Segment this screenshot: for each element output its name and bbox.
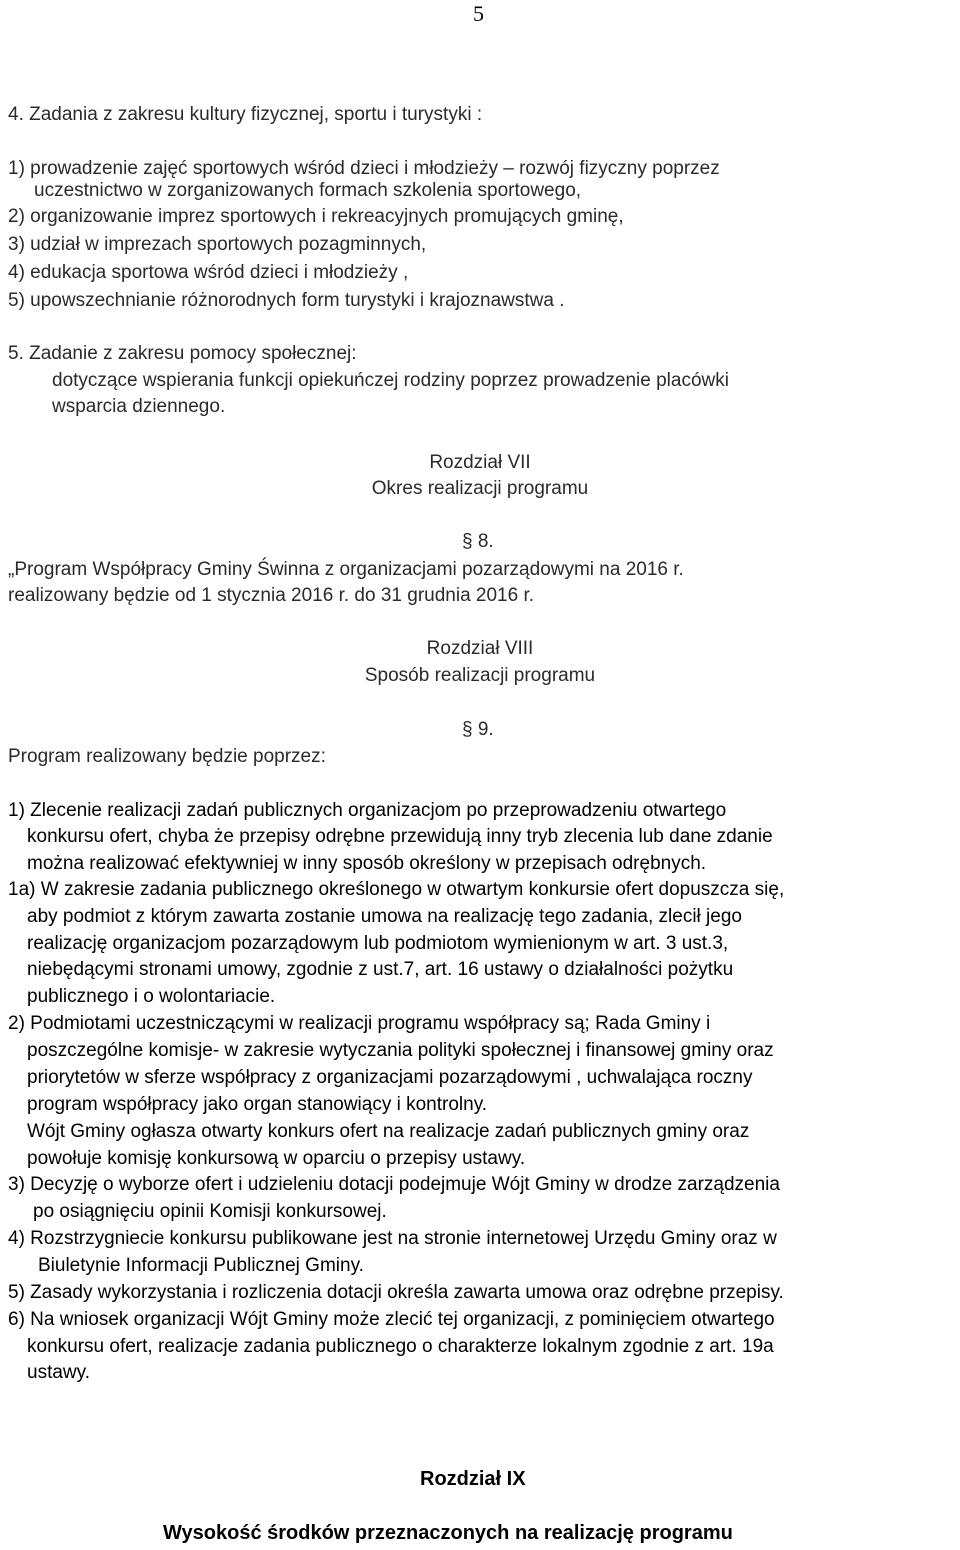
chapter-8-line: priorytetów w sferze współpracy z organizacjami pozarządowymi , uchwalająca roczny xyxy=(27,1067,753,1088)
section-4-item: 4) edukacja sportowa wśród dzieci i młodzieży , xyxy=(8,262,409,283)
chapter-8-line: 4) Rozstrzygniecie konkursu publikowane jest na stronie internetowej Urzędu Gminy oraz w xyxy=(8,1228,777,1249)
chapter-8-line: publicznego i o wolontariacie. xyxy=(27,986,276,1007)
chapter-8-line: 3) Decyzję o wyborze ofert i udzieleniu dotacji podejmuje Wójt Gminy w drodze zarządzenia xyxy=(8,1174,780,1195)
section-4-title: 4. Zadania z zakresu kultury fizycznej, sportu i turystyki : xyxy=(8,104,483,125)
chapter-8-line: można realizować efektywniej w inny sposób określony w przepisach odrębnych. xyxy=(27,853,707,874)
chapter-9-title: Rozdział IX xyxy=(420,1468,526,1490)
chapter-8-line: 6) Na wniosek organizacji Wójt Gminy może zlecić tej organizacji, z pominięciem otwartego xyxy=(8,1309,775,1330)
chapter-8-title: Rozdział VIII xyxy=(426,638,534,659)
section-5-line: wsparcia dziennego. xyxy=(52,396,226,417)
chapter-8-line: konkursu ofert, chyba że przepisy odrębne przewidują inny tryb zlecenia lub dane zdanie xyxy=(27,826,773,847)
chapter-8-line: konkursu ofert, realizacje zadania publicznego o charakterze lokalnym zgodnie z art. 19a xyxy=(27,1336,774,1357)
chapter-8-line: 5) Zasady wykorzystania i rozliczenia dotacji określa zawarta umowa oraz odrębne przepisy. xyxy=(8,1282,784,1303)
chapter-8-line: 2) Podmiotami uczestniczącymi w realizacji programu współpracy są; Rada Gminy i xyxy=(8,1013,711,1034)
chapter-8-line: 1) Zlecenie realizacji zadań publicznych organizacjom po przeprowadzeniu otwartego xyxy=(8,800,727,821)
section-4-item: uczestnictwo w zorganizowanych formach szkolenia sportowego, xyxy=(34,180,582,201)
paragraph-9-mark: § 9. xyxy=(462,719,494,740)
chapter-8-line: 1a) W zakresie zadania publicznego określonego w otwartym konkursie ofert dopuszcza się, xyxy=(8,879,785,900)
chapter-8-subtitle: Sposób realizacji programu xyxy=(364,665,596,686)
section-4-item: 2) organizowanie imprez sportowych i rekreacyjnych promujących gminę, xyxy=(8,206,624,227)
chapter-9-subtitle: Wysokość środków przeznaczonych na realizację programu xyxy=(163,1522,733,1544)
paragraph-8-mark: § 8. xyxy=(462,531,494,552)
chapter-8-line: program współpracy jako organ stanowiący i kontrolny. xyxy=(27,1094,488,1115)
chapter-8-line: Wójt Gminy ogłasza otwarty konkurs ofert na realizacje zadań publicznych gminy oraz xyxy=(27,1121,750,1142)
chapter-8-line: realizację organizacjom pozarządowym lub podmiotom wymienionym w art. 3 ust.3, xyxy=(27,933,729,954)
chapter-7-title: Rozdział VII xyxy=(429,452,531,473)
chapter-7-line: realizowany będzie od 1 stycznia 2016 r. do 31 grudnia 2016 r. xyxy=(8,585,535,606)
section-4-item: 3) udział w imprezach sportowych pozagminnych, xyxy=(8,234,427,255)
chapter-8-line: poszczególne komisje- w zakresie wytyczania polityki społecznej i finansowej gminy oraz xyxy=(27,1040,774,1061)
chapter-8-line: aby podmiot z którym zawarta zostanie umowa na realizację tego zadania, zlecił jego xyxy=(27,906,742,927)
page-number: 5 xyxy=(473,1,484,26)
chapter-8-intro: Program realizowany będzie poprzez: xyxy=(8,746,326,767)
section-4-item: 5) upowszechnianie różnorodnych form turystyki i krajoznawstwa . xyxy=(8,290,565,311)
section-5-line: dotyczące wspierania funkcji opiekuńczej rodziny poprzez prowadzenie placówki xyxy=(52,370,729,391)
section-5-title: 5. Zadanie z zakresu pomocy społecznej: xyxy=(8,343,357,364)
section-4-item: 1) prowadzenie zajęć sportowych wśród dzieci i młodzieży – rozwój fizyczny poprzez xyxy=(8,158,720,179)
chapter-8-line: ustawy. xyxy=(27,1362,91,1383)
chapter-7-subtitle: Okres realizacji programu xyxy=(371,478,589,499)
chapter-8-line: niebędącymi stronami umowy, zgodnie z ust.7, art. 16 ustawy o działalności pożytku xyxy=(27,959,734,980)
chapter-8-line: po osiągnięciu opinii Komisji konkursowej. xyxy=(33,1201,387,1222)
chapter-8-line: Biuletynie Informacji Publicznej Gminy. xyxy=(38,1255,364,1276)
chapter-7-line: „Program Współpracy Gminy Świnna z organizacjami pozarządowymi na 2016 r. xyxy=(8,559,684,580)
chapter-8-line: powołuje komisję konkursową w oparciu o przepisy ustawy. xyxy=(27,1148,526,1169)
